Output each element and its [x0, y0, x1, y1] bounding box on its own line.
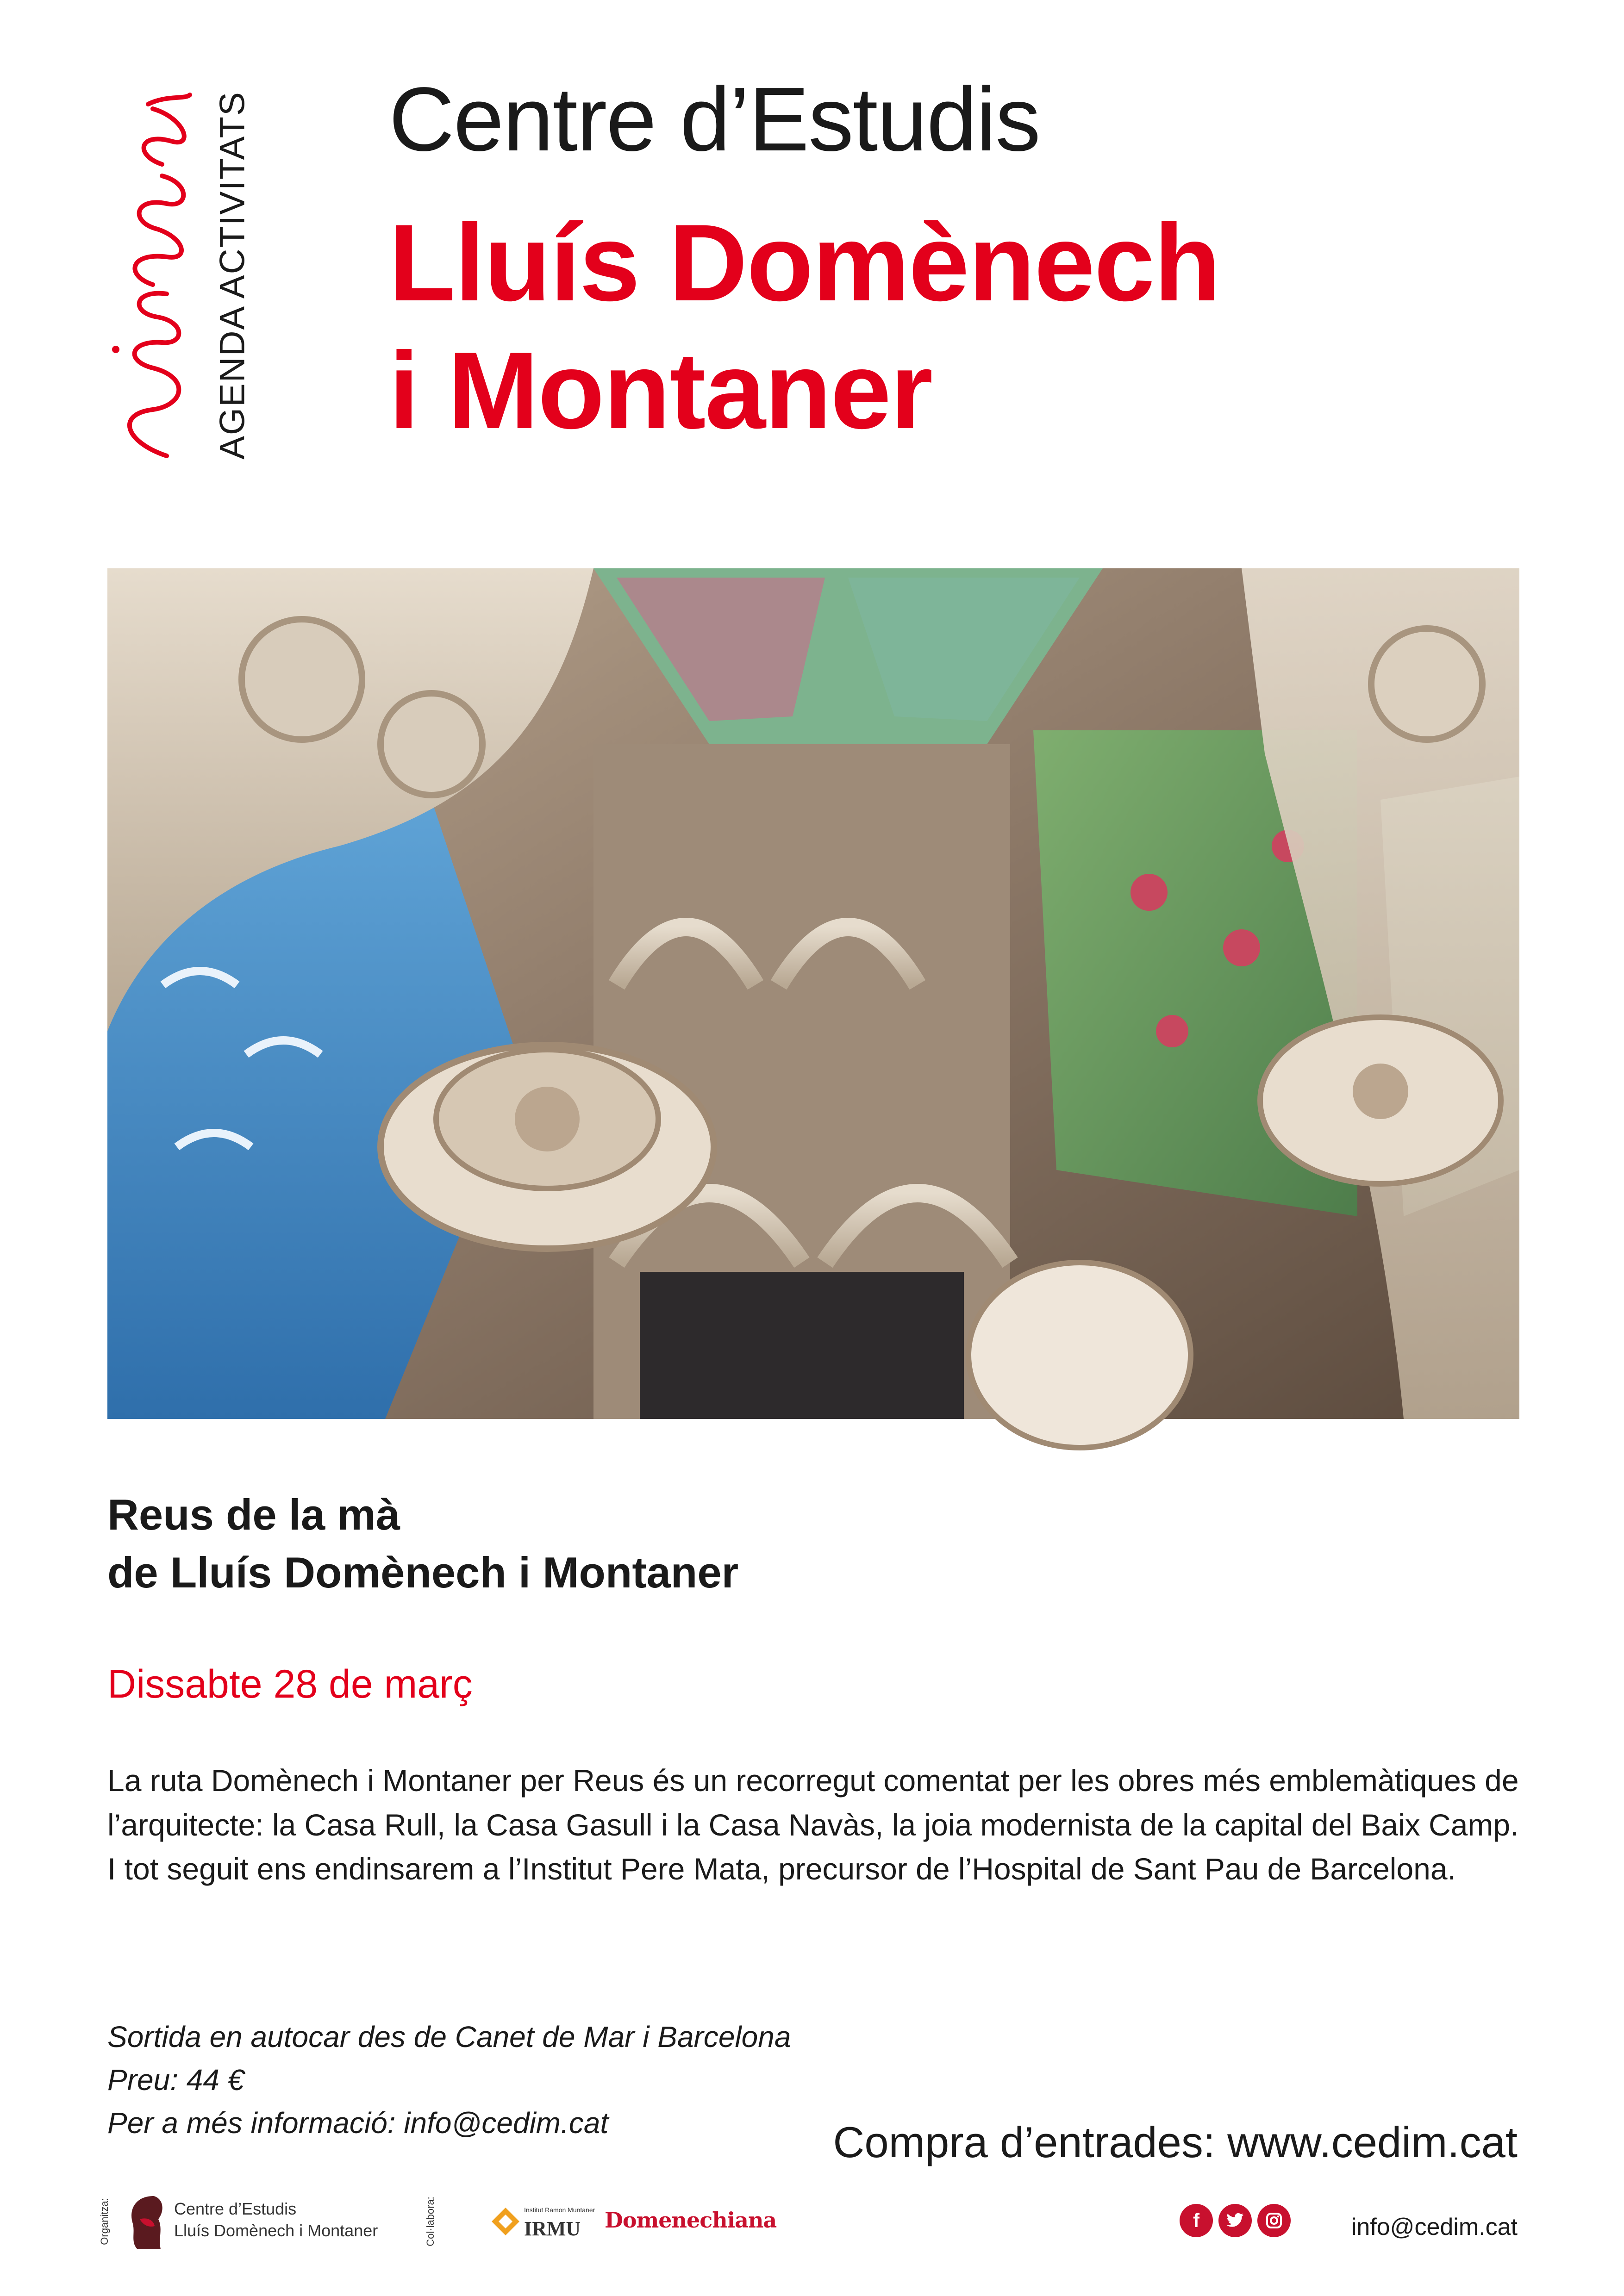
collabora-label: Col·labora: — [425, 2196, 436, 2246]
svg-text:Institut Ramon Muntaner: Institut Ramon Muntaner — [524, 2206, 595, 2214]
description-paragraph-1: La ruta Domènech i Montaner per Reus és un recorregut comentat per les obres més emblemàtiques de l’arquitecte: la Casa Rull, la Casa Gasull i la Casa Navàs, la joia modernista de la capital del Baix Camp. — [107, 1763, 1519, 1842]
domenech-script-logo — [97, 90, 208, 460]
irmu-wordmark: IRMU — [524, 2217, 581, 2240]
title-line-2: Lluís Domènech — [389, 202, 1220, 324]
more-info: Per a més informació: info@cedim.cat — [107, 2106, 609, 2140]
event-date: Dissabte 28 de març — [107, 1662, 473, 1706]
irmu-logo — [482, 2189, 595, 2254]
event-info — [107, 2016, 791, 2144]
tickets-link[interactable]: Compra d’entrades: www.cedim.cat — [833, 2118, 1518, 2166]
organizer-name-line-2: Lluís Domènech i Montaner — [174, 2221, 378, 2240]
event-title — [107, 1486, 738, 1601]
facebook-icon[interactable]: f — [1180, 2204, 1213, 2237]
instagram-camera-glyph — [1265, 2211, 1283, 2230]
event-description — [107, 1759, 1524, 1892]
title-line-3: i Montaner — [389, 330, 932, 452]
event-title-line-1: Reus de la mà — [107, 1490, 400, 1539]
domenechiana-logo: Domenechiana — [605, 2208, 777, 2233]
departure-info: Sortida en autocar des de Canet de Mar i Barcelona — [107, 2020, 791, 2053]
twitter-icon[interactable] — [1218, 2204, 1252, 2237]
twitter-bird-glyph — [1226, 2213, 1244, 2228]
title-centre-estudis: Centre d’Estudis — [389, 68, 1040, 170]
casa-navas-interior-photo — [107, 568, 1519, 1419]
description-paragraph-2: I tot seguit ens endinsarem a l’Institut Pere Mata, precursor de l’Hospital de Sant Pau de Barcelona. — [107, 1852, 1456, 1886]
title-lluis-domenech — [389, 199, 1220, 454]
instagram-icon[interactable] — [1257, 2204, 1291, 2237]
price-info: Preu: 44 € — [107, 2063, 244, 2097]
event-title-line-2: de Lluís Domènech i Montaner — [107, 1548, 739, 1597]
agenda-activitats-label: AGENDA ACTIVITATS — [212, 91, 252, 460]
organizer-name — [174, 2198, 378, 2242]
organizer-name-line-1: Centre d’Estudis — [174, 2199, 297, 2218]
cedim-portrait-logo — [121, 2191, 168, 2252]
footer-email[interactable]: info@cedim.cat — [1351, 2214, 1518, 2240]
organitza-label: Organitza: — [99, 2198, 110, 2245]
